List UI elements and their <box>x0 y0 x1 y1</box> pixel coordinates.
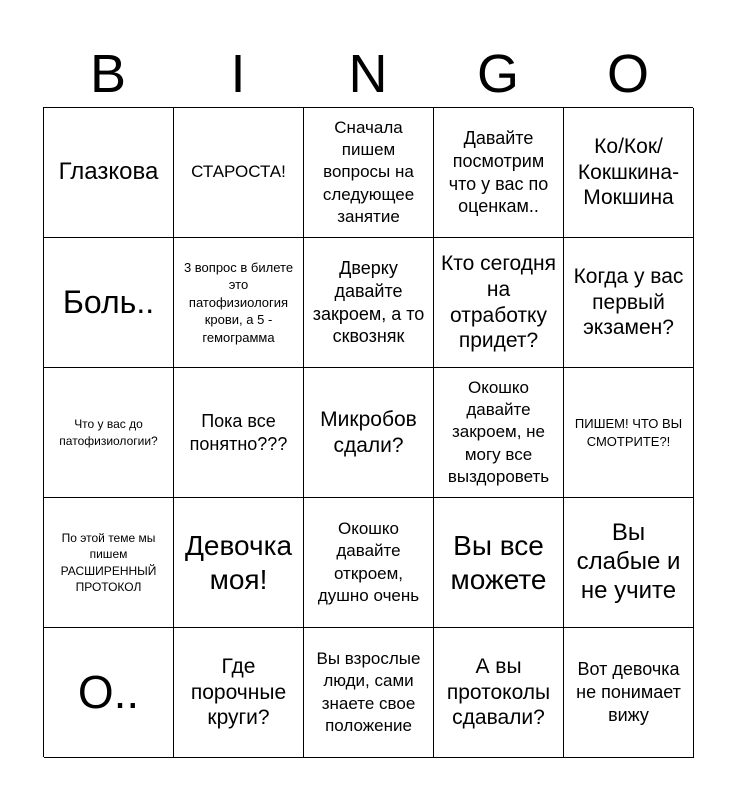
bingo-cell-r2-c3[interactable]: Дверку давайте закроем, а то сквозняк <box>304 238 434 368</box>
bingo-cell-r2-c5[interactable]: Когда у вас первый экзамен? <box>564 238 694 368</box>
bingo-cell-r2-c4[interactable]: Кто сегодня на отработку придет? <box>434 238 564 368</box>
header-letter-i: I <box>230 44 246 104</box>
header-letter-n: N <box>348 44 388 104</box>
bingo-cell-r5-c4[interactable]: А вы протоколы сдавали? <box>434 628 564 758</box>
bingo-cell-r5-c5[interactable]: Вот девочка не понимает вижу <box>564 628 694 758</box>
bingo-cell-r4-c5[interactable]: Вы слабые и не учите <box>564 498 694 628</box>
bingo-cell-r2-c1[interactable]: Боль.. <box>44 238 174 368</box>
bingo-cell-r3-c5[interactable]: ПИШЕМ! ЧТО ВЫ СМОТРИТЕ?! <box>564 368 694 498</box>
bingo-cell-r5-c1[interactable]: О.. <box>44 628 174 758</box>
bingo-cell-r1-c2[interactable]: СТАРОСТА! <box>174 108 304 238</box>
bingo-cell-r1-c4[interactable]: Давайте посмотрим что у вас по оценкам.. <box>434 108 564 238</box>
bingo-cell-r5-c3[interactable]: Вы взрослые люди, сами знаете свое положение <box>304 628 434 758</box>
bingo-cell-r5-c2[interactable]: Где порочные круги? <box>174 628 304 758</box>
bingo-cell-r3-c1[interactable]: Что у вас до патофизиологии? <box>44 368 174 498</box>
bingo-cell-r3-c3[interactable]: Микробов сдали? <box>304 368 434 498</box>
bingo-cell-r3-c4[interactable]: Окошко давайте закроем, не могу все выздороветь <box>434 368 564 498</box>
bingo-cell-r4-c4[interactable]: Вы все можете <box>434 498 564 628</box>
bingo-cell-r3-c2[interactable]: Пока все понятно??? <box>174 368 304 498</box>
bingo-cell-r1-c1[interactable]: Глазкова <box>44 108 174 238</box>
bingo-grid <box>43 107 693 757</box>
bingo-cell-r4-c1[interactable]: По этой теме мы пишем РАСШИРЕННЫЙ ПРОТОКОЛ <box>44 498 174 628</box>
header-letter-o: O <box>606 44 649 104</box>
bingo-cell-r2-c2[interactable]: 3 вопрос в билете это патофизиология крови, а 5 - гемограмма <box>174 238 304 368</box>
header-letter-b: B <box>89 44 127 104</box>
bingo-cell-r1-c5[interactable]: Ко/Кок/Кокшкина-Мокшина <box>564 108 694 238</box>
bingo-header <box>43 40 693 108</box>
bingo-cell-r1-c3[interactable]: Сначала пишем вопросы на следующее занятие <box>304 108 434 238</box>
bingo-cell-r4-c3[interactable]: Окошко давайте откроем, душно очень <box>304 498 434 628</box>
bingo-cell-r4-c2[interactable]: Девочка моя! <box>174 498 304 628</box>
header-letter-g: G <box>476 44 519 104</box>
